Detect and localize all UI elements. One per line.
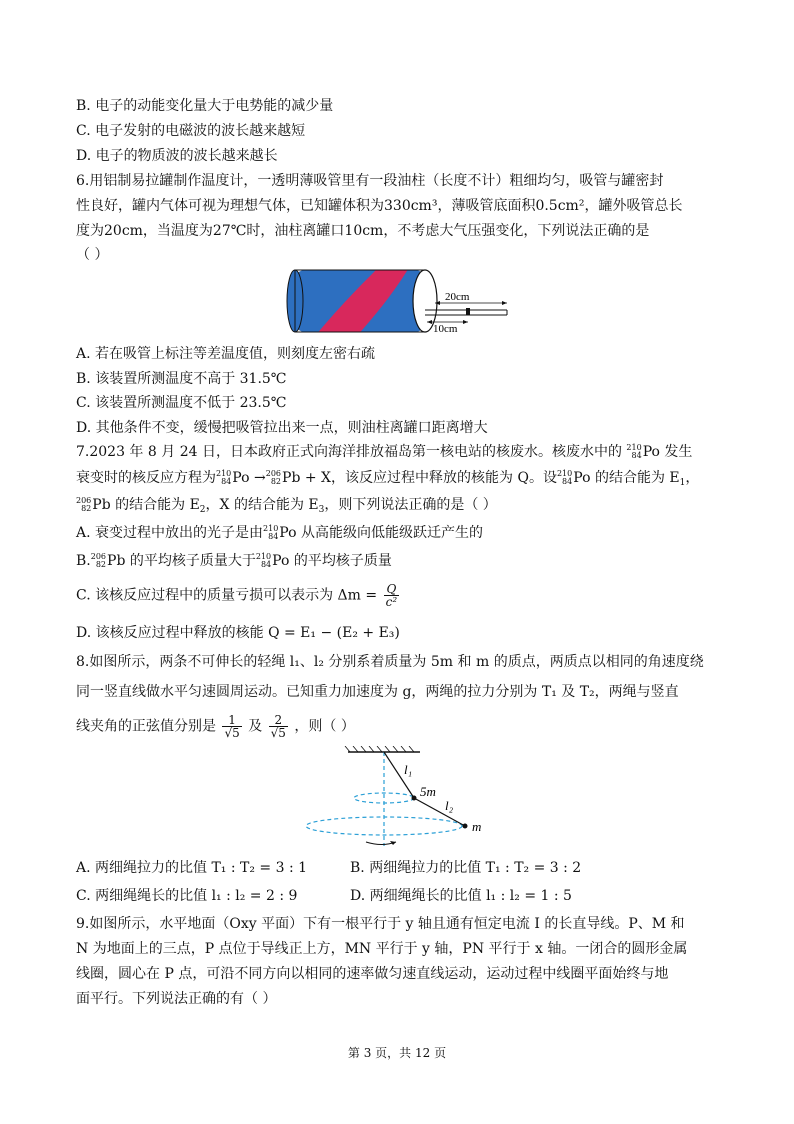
q6-fig-20cm-label: 20cm [445, 291, 470, 303]
page-footer: 第 3 页，共 12 页 [347, 1046, 447, 1060]
q8-option-a: A. 两细绳拉力的比值 T₁ : T₂ = 3 : 1 [76, 860, 308, 876]
q7-option-b: B. 206 82 Pb 的平均核子质量大于 210 84 Po 的平均核子质量 [76, 552, 392, 569]
q8-stem-line2: 同一竖直线做水平匀速圆周运动。已知重力加速度为 g，两绳的拉力分别为 T₁ 及 T₂，两绳与竖直 [76, 684, 679, 700]
q8-option-b: B. 两细绳拉力的比值 T₁ : T₂ = 3 : 2 [350, 860, 582, 876]
q9-stem-line1: 9.如图所示，水平地面（Oxy 平面）下有一根平行于 y 轴且通有恒定电流 I 的长直导线。P、M 和 [76, 916, 685, 932]
q6-stem-line4: （ ） [76, 247, 109, 263]
q7-option-a: A. 衰变过程中放出的光子是由 210 84 Po 从高能级向低能级跃迁产生的 [76, 524, 484, 541]
q6-stem-line3: 度为20cm，当温度为27℃时，油柱离罐口10cm，不考虑大气压强变化，下列说法正确的是 [76, 223, 650, 239]
po210-nuclide: 210 84 [626, 443, 642, 460]
q8-fraction-2: $\frac{2}{√5}$ [270, 713, 286, 740]
q7-stem-line2: 衰变时的核反应方程为 210 84 Po → 206 82 Pb + X，该反应过程中释放的核能为 Q。设 210 84 Po 的结合能为 $E_1$， [76, 469, 700, 488]
q7-stem-line3: 206 82 Pb 的结合能为 $E_2$，X 的结合能为 $E_3$，则下列说法正确的是（ ） [76, 496, 497, 515]
q8-fig-l2-label: l₂ [445, 798, 454, 813]
q6-stem-line1: 6.用铝制易拉罐制作温度计，一透明薄吸管里有一段油柱（长度不计）粗细均匀，吸管与罐密封 [76, 173, 664, 189]
q5-option-b: B. 电子的动能变化量大于电势能的减少量 [76, 98, 334, 114]
q6-fig-10cm-label: 10cm [433, 323, 458, 335]
q6-can-figure [285, 266, 515, 338]
q9-stem-line3: 线圈，圆心在 P 点，可沿不同方向以相同的速率做匀速直线运动，运动过程中线圈平面始终与地 [76, 966, 669, 982]
q8-fig-l1-label: l₁ [404, 762, 413, 777]
q5-option-d: D. 电子的物质波的波长越来越长 [76, 148, 278, 164]
q7-option-c: C. 该核反应过程中的质量亏损可以表示为 Δm = $\frac{Q}{\text{c²}}$ [76, 582, 398, 609]
q6-option-d: D. 其他条件不变，缓慢把吸管拉出来一点，则油柱离罐口距离增大 [76, 420, 488, 436]
q6-option-c: C. 该装置所测温度不低于 23.5℃ [76, 395, 287, 411]
q7-option-d: D. 该核反应过程中释放的核能 Q = E₁ − (E₂ + E₃) [76, 625, 400, 641]
q7-fraction-q-over-c2: $\frac{Q}{\text{c²}}$ [385, 582, 398, 609]
q7-stem-line1: 7.2023 年 8 月 24 日，日本政府正式向海洋排放福岛第一核电站的核废水。核废水中的 210 84 Po 发生 [76, 443, 693, 460]
q8-option-c: C. 两细绳绳长的比值 l₁ : l₂ = 2 : 9 [76, 888, 298, 904]
q5-option-c: C. 电子发射的电磁波的波长越来越短 [76, 123, 306, 139]
q6-stem-line2: 性良好，罐内气体可视为理想气体，已知罐体积为330cm³，薄吸管底面积0.5cm²，罐外吸管总长 [76, 198, 683, 214]
q8-option-d: D. 两细绳绳长的比值 l₁ : l₂ = 1 : 5 [350, 888, 572, 904]
q8-fraction-1: $\frac{1}{√5}$ [224, 713, 240, 740]
q9-stem-line2: N 为地面上的三点，P 点位于导线正上方，MN 平行于 y 轴，PN 平行于 x 轴。一闭合的圆形金属 [76, 941, 688, 957]
q8-pendulum-figure [300, 746, 510, 850]
q8-stem-line1: 8.如图所示，两条不可伸长的轻绳 l₁、l₂ 分别系着质量为 5m 和 m 的质点，两质点以相同的角速度绕 [76, 654, 704, 670]
q6-option-a: A. 若在吸管上标注等差温度值，则刻度左密右疏 [76, 346, 376, 362]
q8-stem-line3: 线夹角的正弦值分别是 $\frac{1}{√5}$ 及 $\frac{2}{√5}$ ，则（ ） [76, 713, 355, 740]
q8-fig-5m-label: 5m [420, 784, 436, 799]
q6-option-b: B. 该装置所测温度不高于 31.5℃ [76, 371, 287, 387]
q8-fig-m-label: m [472, 819, 482, 834]
q9-stem-line4: 面平行。下列说法正确的有（ ） [76, 991, 277, 1007]
